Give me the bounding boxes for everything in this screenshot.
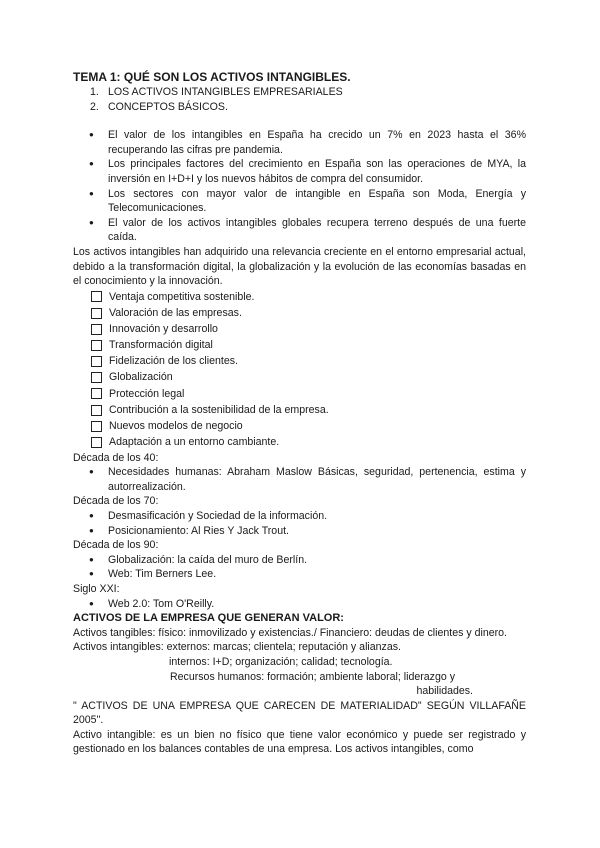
checklist-item — [73, 402, 526, 418]
checklist-label: Ventaja competitiva sostenible. — [109, 290, 255, 303]
decade-list — [73, 553, 526, 582]
checkbox[interactable] — [91, 324, 102, 335]
decade-list — [73, 509, 526, 538]
checklist-item — [73, 337, 526, 353]
checklist-label: Nuevos modelos de negocio — [109, 420, 243, 433]
item-number: 2. — [90, 100, 99, 113]
bullet-item: ● El valor de los activos intangibles globales recupera terreno después de una fuerte caída. — [73, 216, 526, 245]
checklist-label: Adaptación a un entorno cambiante. — [109, 436, 280, 449]
intangibles-internal-line: internos: I+D; organización; calidad; tecnología. — [169, 655, 393, 668]
tangibles-line: Activos tangibles: físico: inmovilizado y existencias./ Financiero: deudas de clientes y dinero. — [73, 626, 507, 639]
checklist-label: Fidelización de los clientes. — [109, 355, 238, 368]
document-content — [73, 70, 526, 757]
bullet-item: ● Los sectores con mayor valor de intangible en España son Moda, Energía y Telecomunicaciones. — [73, 187, 526, 216]
numbered-item — [73, 85, 526, 100]
intangibles-hr-line: Recursos humanos: formación; ambiente laboral; liderazgo y — [170, 670, 455, 683]
bullet-item: ● El valor de los intangibles en España ha crecido un 7% en 2023 hasta el 36% recuperando las cifras pre pandemia. — [73, 128, 526, 157]
checklist-label: Contribución a la sostenibilidad de la empresa. — [109, 403, 329, 416]
checklist-item — [73, 434, 526, 450]
decade-label: Siglo XXI: — [73, 582, 120, 595]
decade-label: Década de los 70: — [73, 495, 159, 508]
bullet-item: ● Posicionamiento: Al Ries Y Jack Trout. — [73, 524, 526, 539]
document-title: TEMA 1: QUÉ SON LOS ACTIVOS INTANGIBLES. — [73, 70, 351, 84]
checklist-label: Innovación y desarrollo — [109, 322, 218, 335]
checkbox[interactable] — [91, 340, 102, 351]
checklist-item — [73, 386, 526, 402]
decade-list — [73, 597, 526, 612]
checklist-label: Protección legal — [109, 387, 185, 400]
item-text: LOS ACTIVOS INTANGIBLES EMPRESARIALES — [108, 86, 343, 98]
definition-paragraph: Activo intangible: es un bien no físico que tiene valor económico y puede ser registrado y gestionado en los balances contables de una empresa. Los activos intangibles, como — [73, 728, 526, 756]
bullet-item: ● Necesidades humanas: Abraham Maslow Básicas, seguridad, pertenencia, estima y autorrealización. — [73, 465, 526, 494]
checkbox-list — [73, 289, 526, 451]
decade-label: Década de los 90: — [73, 539, 159, 552]
bullet-item: ● Web 2.0: Tom O'Reilly. — [73, 597, 526, 612]
spacer — [73, 114, 526, 128]
quote-paragraph: " ACTIVOS DE UNA EMPRESA QUE CARECEN DE MATERIALIDAD" SEGÚN VILLAFAÑE 2005". — [73, 699, 526, 727]
checkbox[interactable] — [91, 421, 102, 432]
checklist-item — [73, 370, 526, 386]
checklist-label: Globalización — [109, 371, 173, 384]
intangibles-line: Activos intangibles: externos: marcas; clientela; reputación y alianzas. — [73, 641, 401, 654]
checkbox[interactable] — [91, 356, 102, 367]
checklist-item — [73, 305, 526, 321]
section-heading: ACTIVOS DE LA EMPRESA QUE GENERAN VALOR: — [73, 612, 344, 625]
decade-list — [73, 465, 526, 494]
checkbox[interactable] — [91, 291, 102, 302]
checkbox[interactable] — [91, 308, 102, 319]
checkbox[interactable] — [91, 437, 102, 448]
checklist-label: Transformación digital — [109, 339, 213, 352]
intangibles-hr-continuation: habilidades. — [416, 685, 473, 698]
item-number: 1. — [90, 86, 99, 98]
checkbox[interactable] — [91, 372, 102, 383]
bullet-item: ● Desmasificación y Sociedad de la información. — [73, 509, 526, 524]
bullet-item: ● Web: Tim Berners Lee. — [73, 567, 526, 582]
checkbox[interactable] — [91, 405, 102, 416]
intangibles-facts-list — [73, 128, 526, 245]
checklist-item — [73, 418, 526, 434]
bullet-item: ● Los principales factores del crecimiento en España son las operaciones de MYA, la inversión en I+D+I y los nuevos hábitos de compra del consumidor. — [73, 157, 526, 186]
checkbox[interactable] — [91, 388, 102, 399]
numbered-item — [73, 100, 526, 115]
checklist-item — [73, 289, 526, 305]
numbered-list — [73, 85, 526, 114]
checklist-label: Valoración de las empresas. — [109, 306, 242, 319]
decade-label: Década de los 40: — [73, 451, 159, 464]
bullet-item: ● Globalización: la caída del muro de Berlín. — [73, 553, 526, 568]
checklist-item — [73, 321, 526, 337]
item-text: CONCEPTOS BÁSICOS. — [108, 100, 228, 113]
checklist-item — [73, 353, 526, 369]
intro-paragraph: Los activos intangibles han adquirido una relevancia creciente en el entorno empresarial actual, debido a la transformación digital, la globalización y la evolución de las economías basadas en el conocimiento y la innovación. — [73, 245, 526, 288]
